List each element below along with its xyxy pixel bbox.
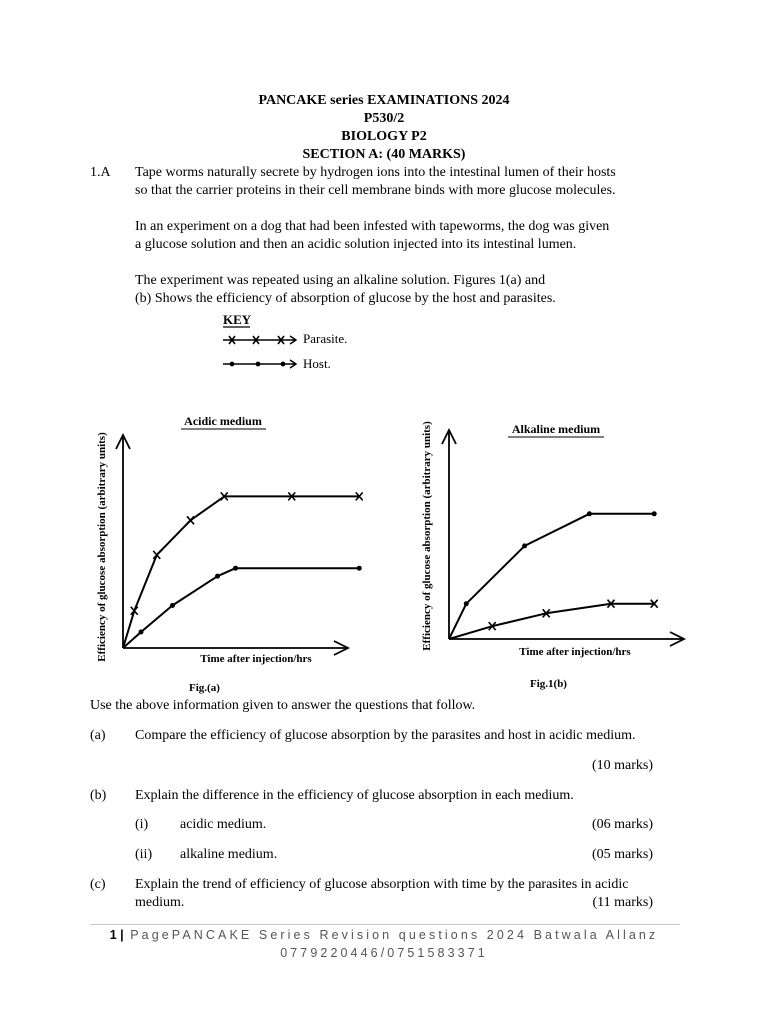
chart-a-ylabel: Efficiency of glucose absorption (arbitrary units) xyxy=(96,432,108,662)
subject-title: BIOLOGY P2 xyxy=(341,129,427,144)
chart-a-host-point xyxy=(215,574,220,579)
part-bi-label: (i) xyxy=(135,817,149,832)
chart-b-host-point xyxy=(652,511,657,516)
key-host-label: Host. xyxy=(303,356,331,371)
chart-a-xlabel: Time after injection/hrs xyxy=(200,653,312,665)
part-c-text-line2: medium. xyxy=(135,895,185,910)
part-b-label: (b) xyxy=(90,788,107,803)
part-c-text-line1: Explain the trend of efficiency of glucose absorption with time by the parasites in acidic xyxy=(135,877,629,892)
chart-b-ylabel: Efficiency of glucose absorption (arbitrary units) xyxy=(421,421,433,651)
exam-title: PANCAKE series EXAMINATIONS 2024 xyxy=(258,93,510,108)
chart-a-title: Acidic medium xyxy=(184,414,262,428)
chart-a-host-point xyxy=(139,630,144,635)
chart-a-parasite-point xyxy=(187,516,194,524)
question-para1-line1: Tape worms naturally secrete by hydrogen ions into the intestinal lumen of their hosts xyxy=(135,165,616,180)
question-para3-line1: The experiment was repeated using an alkaline solution. Figures 1(a) and xyxy=(135,273,546,288)
part-a-marks: (10 marks) xyxy=(591,758,653,773)
chart-b-host-point xyxy=(522,543,527,548)
footer-phone: 0779220446/0751583371 xyxy=(280,946,488,960)
paper-code: P530/2 xyxy=(363,111,405,126)
part-bi-text: acidic medium. xyxy=(180,817,267,832)
part-c-label: (c) xyxy=(90,877,106,892)
part-a-text: Compare the efficiency of glucose absorption by the parasites and host in acidic medium. xyxy=(135,728,636,743)
key-title: KEY xyxy=(223,312,252,327)
chart-b-host-point xyxy=(464,601,469,606)
part-bi-marks: (06 marks) xyxy=(591,817,653,832)
footer-page-number: 1 | xyxy=(109,928,124,942)
chart-b-parasite-line xyxy=(449,604,654,639)
question-para1-line2: so that the carrier proteins in their cell membrane binds with more glucose molecules. xyxy=(135,183,616,198)
part-c-marks: (11 marks) xyxy=(592,895,653,910)
chart-a-host-point xyxy=(170,603,175,608)
part-b-text: Explain the difference in the efficiency of glucose absorption in each medium. xyxy=(135,788,574,803)
chart-a-host-point xyxy=(357,566,362,571)
chart-b-title: Alkaline medium xyxy=(511,422,601,436)
footer-page-text: PagePANCAKE Series Revision questions 2024 Batwala Allanz xyxy=(130,928,659,942)
chart-b-host-line xyxy=(449,514,654,639)
part-bii-marks: (05 marks) xyxy=(591,847,653,862)
chart-a-host-point xyxy=(233,566,238,571)
instructions: Use the above information given to answer the questions that follow. xyxy=(90,698,476,713)
key-parasite-label: Parasite. xyxy=(303,331,348,346)
question-para2-line2: a glucose solution and then an acidic solution injected into its intestinal lumen. xyxy=(135,237,577,252)
chart-a-host-line xyxy=(123,568,359,648)
part-a-label: (a) xyxy=(90,728,106,743)
section-title: SECTION A: (40 MARKS) xyxy=(302,147,466,162)
question-number: 1.A xyxy=(90,165,111,180)
question-para3-line2: (b) Shows the efficiency of absorption of glucose by the host and parasites. xyxy=(135,291,556,306)
acidic-medium-chart xyxy=(88,405,363,700)
footer-line1 xyxy=(0,926,768,944)
chart-b-caption: Fig.1(b) xyxy=(530,678,567,690)
chart-a-caption: Fig.(a) xyxy=(189,682,220,694)
part-bii-text: alkaline medium. xyxy=(180,847,278,862)
chart-b-xlabel: Time after injection/hrs xyxy=(519,646,631,658)
alkaline-medium-chart xyxy=(412,410,697,695)
question-para2-line1: In an experiment on a dog that had been infested with tapeworms, the dog was given xyxy=(135,219,610,234)
chart-a-parasite-line xyxy=(123,496,359,648)
chart-b-host-point xyxy=(587,511,592,516)
footer-divider xyxy=(90,924,680,925)
key-legend xyxy=(215,308,375,378)
part-bii-label: (ii) xyxy=(135,847,153,862)
